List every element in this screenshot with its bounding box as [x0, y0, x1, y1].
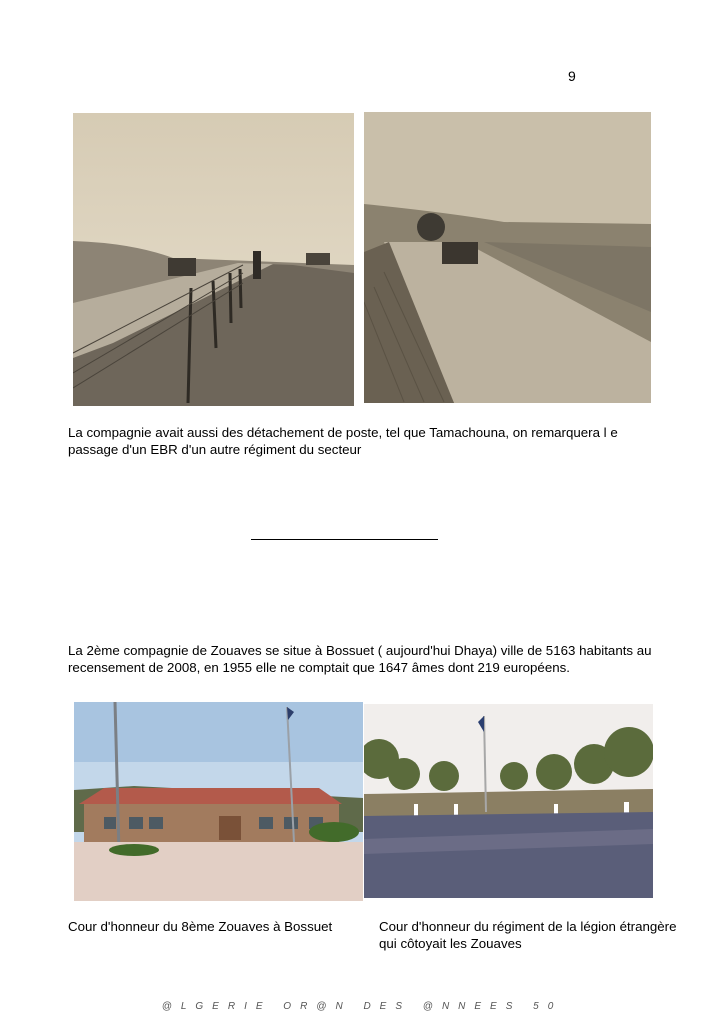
- caption-middle: La 2ème compagnie de Zouaves se situe à Bossuet ( aujourd'hui Dhaya) ville de 5163 habitants au recensement de 2008, en 1955 elle ne comptait que 1647 âmes dont 219 européens.: [68, 643, 652, 675]
- footer-text: @LGERIE OR@N DES @NNEES 50: [161, 1001, 563, 1012]
- photo-cour-honneur-legion: [364, 704, 653, 898]
- section-divider: [251, 539, 438, 540]
- caption-left-photo: Cour d'honneur du 8ème Zouaves à Bossuet: [68, 919, 333, 934]
- photo-tamachouna-post: [73, 113, 354, 406]
- caption-right-photo: Cour d'honneur du régiment de la légion étrangère qui côtoyait les Zouaves: [379, 919, 677, 951]
- photo-cour-honneur-zouaves: [74, 702, 363, 901]
- caption-top: La compagnie avait aussi des détachement de poste, tel que Tamachouna, on remarquera l e passage d'un EBR d'un autre régiment du secteur: [68, 425, 618, 457]
- page-number: 9: [568, 68, 576, 84]
- photo-ebr-road: [364, 112, 651, 403]
